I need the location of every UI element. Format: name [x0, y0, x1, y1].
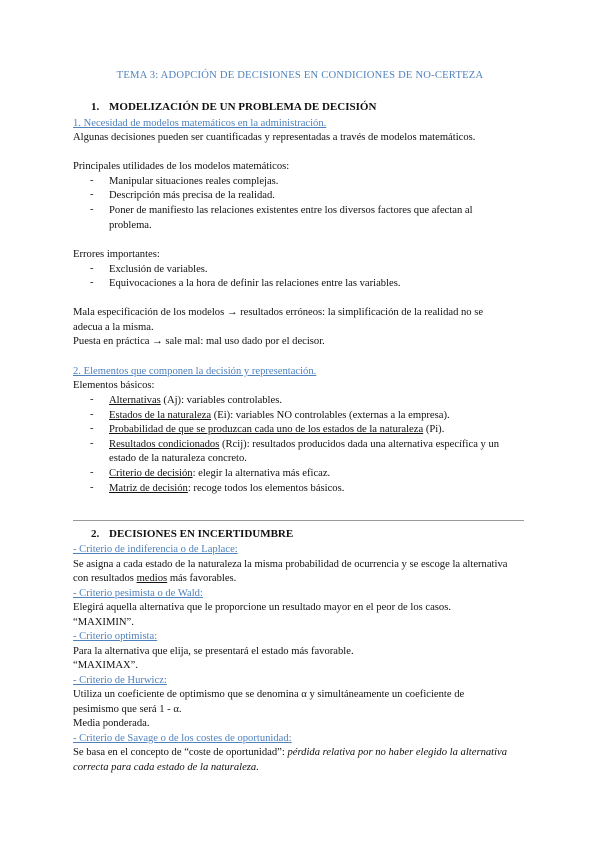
element-term: Criterio de decisión [109, 468, 193, 479]
subsection-1-intro: Algunas decisiones pueden ser cuantificadas y representadas a través de modelos matemáticos. [73, 132, 476, 143]
bullet-dash: - [90, 482, 94, 493]
element-term: Probabilidad de que se produzcan cada uno de los estados de la naturaleza [109, 424, 424, 435]
element-rest: (Ei): variables NO controlables (externas a la empresa). [211, 410, 450, 421]
utility-item: Manipular situaciones reales complejas. [109, 176, 279, 187]
element-term: Matriz de decisión [109, 483, 188, 494]
criterion-text: Media ponderada. [73, 718, 150, 729]
document-title: TEMA 3: ADOPCIÓN DE DECISIONES EN CONDICIONES DE NO-CERTEZA [116, 70, 484, 81]
bullet-dash: - [90, 409, 94, 420]
element-rest: estado de la naturaleza concreto. [109, 453, 247, 464]
criterion-text: Elegirá aquella alternativa que le proporcione un resultado mayor en el peor de los casos. [73, 602, 451, 613]
element-item-continuation [109, 452, 247, 466]
element-item [109, 467, 330, 481]
subsection-1-link[interactable]: 1. Necesidad de modelos matemáticos en la administración. [73, 118, 327, 129]
element-rest: (Aj): variables controlables. [160, 395, 282, 406]
underlined-word: medios [136, 573, 168, 584]
element-term: Resultados condicionados [109, 439, 220, 450]
bullet-dash: - [90, 423, 94, 434]
elements-label: Elementos básicos: [73, 380, 155, 391]
error-item: Exclusión de variables. [109, 264, 208, 275]
subsection-2-link[interactable]: 2. Elementos que componen la decisión y representación. [73, 366, 317, 377]
criterion-text [73, 572, 236, 586]
criterion-text [73, 746, 507, 760]
criterion-optimist-link[interactable]: - Criterio optimista: [73, 631, 158, 642]
utility-item-continuation: problema. [109, 220, 152, 231]
bullet-dash: - [90, 204, 94, 215]
criterion-laplace-link[interactable]: - Criterio de indiferencia o de Laplace: [73, 544, 238, 555]
bullet-dash: - [90, 277, 94, 288]
error-item: Equivocaciones a la hora de definir las relaciones entre las variables. [109, 278, 401, 289]
criterion-text: “MAXIMAX”. [73, 660, 139, 671]
element-rest: (Pi). [423, 424, 445, 435]
element-rest: : elegir la alternativa más eficaz. [192, 468, 331, 479]
text-part: más favorables. [167, 573, 237, 584]
criterion-text: Se asigna a cada estado de la naturaleza la misma probabilidad de ocurrencia y se escoge la alternativa [73, 559, 508, 570]
paragraph-line: Mala especificación de los modelos → resultados erróneos: la simplificación de la realidad no se [73, 307, 484, 318]
paragraph-line: adecua a la misma. [73, 322, 154, 333]
criterion-hurwicz-link[interactable]: - Criterio de Hurwicz: [73, 675, 167, 686]
bullet-dash: - [90, 189, 94, 200]
element-item [109, 482, 344, 496]
element-rest: : recoge todos los elementos básicos. [187, 483, 345, 494]
criterion-text: pesimismo que será 1 - α. [73, 704, 182, 715]
bullet-dash: - [90, 467, 94, 478]
element-item [109, 423, 444, 437]
errors-label: Errores importantes: [73, 249, 160, 260]
bullet-dash: - [90, 394, 94, 405]
section-divider [73, 520, 524, 521]
criterion-wald-link[interactable]: - Criterio pesimista o de Wald: [73, 588, 203, 599]
element-item [109, 409, 450, 423]
criterion-text: “MAXIMIN”. [73, 617, 134, 628]
criterion-savage-link[interactable]: - Criterio de Savage o de los costes de oportunidad: [73, 733, 292, 744]
element-term: Alternativas [109, 395, 161, 406]
criterion-text: Para la alternativa que elija, se presentará el estado más favorable. [73, 646, 354, 657]
utilities-label: Principales utilidades de los modelos matemáticos: [73, 161, 290, 172]
utility-item: Poner de manifiesto las relaciones existentes entre los diversos factores que afectan al [109, 205, 473, 216]
italic-text: pérdida relativa por no haber elegido la alternativa [287, 747, 508, 758]
section-2-number: 2. [91, 528, 100, 540]
element-item [109, 438, 499, 452]
criterion-text-italic: correcta para cada estado de la naturaleza. [73, 762, 259, 773]
bullet-dash: - [90, 263, 94, 274]
bullet-dash: - [90, 438, 94, 449]
paragraph-line: Puesta en práctica → sale mal: mal uso dado por el decisor. [73, 336, 325, 347]
element-rest: (Rcij): resultados producidos dada una alternativa específica y un [219, 439, 500, 450]
text-part: Se basa en el concepto de “coste de oportunidad”: [73, 747, 288, 758]
element-item [109, 394, 282, 408]
bullet-dash: - [90, 175, 94, 186]
criterion-text: Utiliza un coeficiente de optimismo que se denomina α y simultáneamente un coeficiente de [73, 689, 465, 700]
text-part: con resultados [73, 573, 137, 584]
section-1-heading: MODELIZACIÓN DE UN PROBLEMA DE DECISIÓN [109, 101, 377, 113]
section-1-number: 1. [91, 101, 100, 113]
element-term: Estados de la naturaleza [109, 410, 212, 421]
section-2-heading: DECISIONES EN INCERTIDUMBRE [109, 528, 294, 540]
utility-item: Descripción más precisa de la realidad. [109, 190, 275, 201]
